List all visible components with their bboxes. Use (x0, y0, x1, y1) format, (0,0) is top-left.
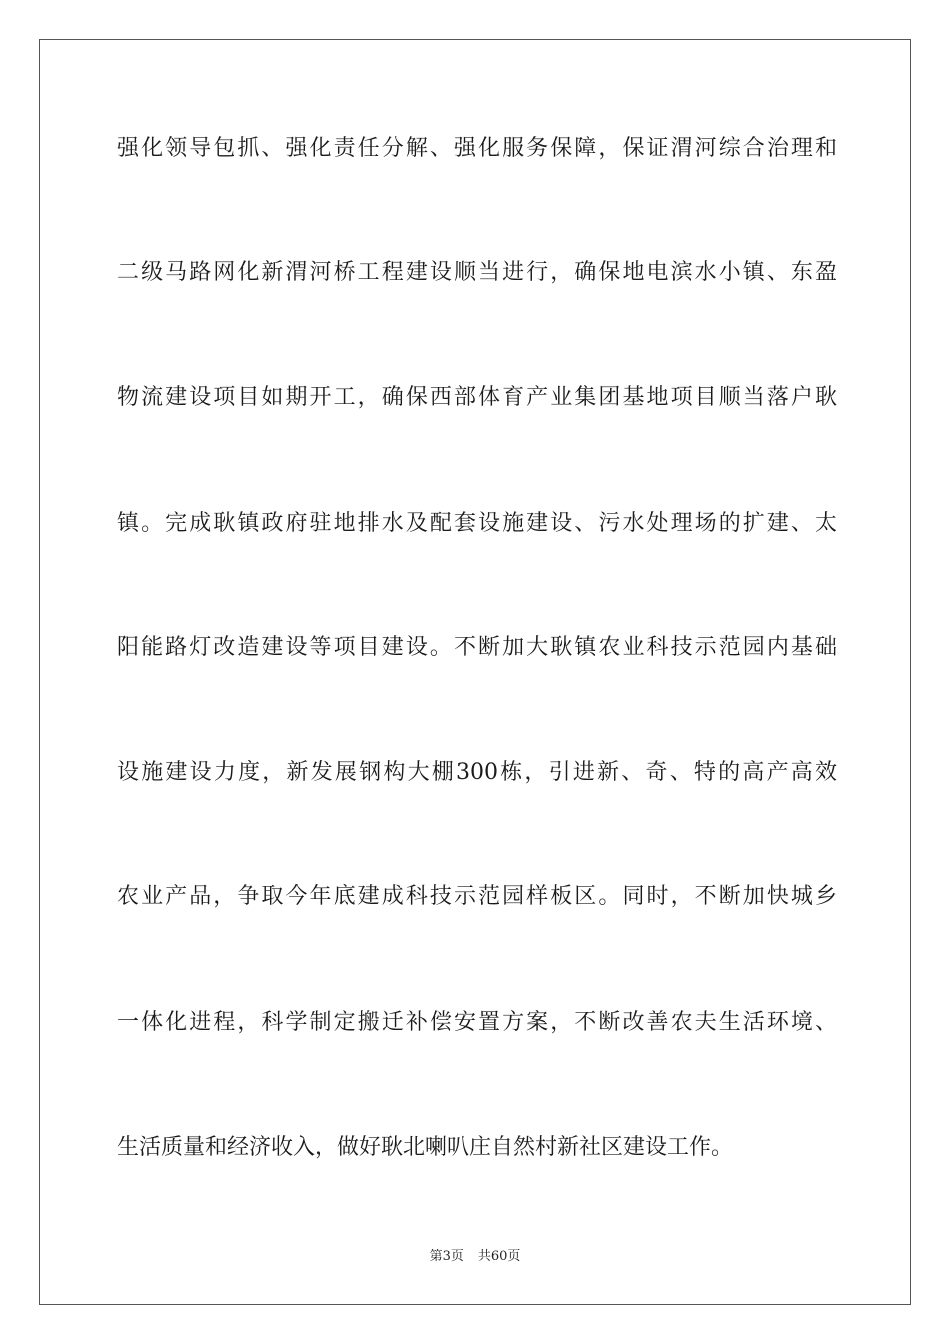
body-text-line: 一体化进程，科学制定搬迁补偿安置方案，不断改善农夫生活环境、 (117, 1010, 837, 1035)
page-number: 第3页 (429, 1249, 464, 1264)
body-text-line: 物流建设项目如期开工，确保西部体育产业集团基地项目顺当落户耿 (117, 385, 837, 410)
body-text-line: 生活质量和经济收入，做好耿北喇叭庄自然村新社区建设工作。 (117, 1135, 734, 1160)
body-text-line: 强化领导包抓、强化责任分解、强化服务保障，保证渭河综合治理和 (117, 136, 837, 161)
page-total: 共60页 (477, 1249, 521, 1264)
page-frame (39, 39, 911, 1305)
body-text-line: 阳能路灯改造建设等项目建设。不断加大耿镇农业科技示范园内基础 (117, 635, 837, 660)
body-text-line: 设施建设力度，新发展钢构大棚300栋，引进新、奇、特的高产高效 (117, 760, 837, 785)
body-text-line: 镇。完成耿镇政府驻地排水及配套设施建设、污水处理场的扩建、太 (117, 511, 837, 536)
body-text-line: 二级马路网化新渭河桥工程建设顺当进行，确保地电滨水小镇、东盈 (117, 260, 837, 285)
body-text-line: 农业产品，争取今年底建成科技示范园样板区。同时，不断加快城乡 (117, 884, 837, 909)
page-footer (0, 1248, 950, 1266)
